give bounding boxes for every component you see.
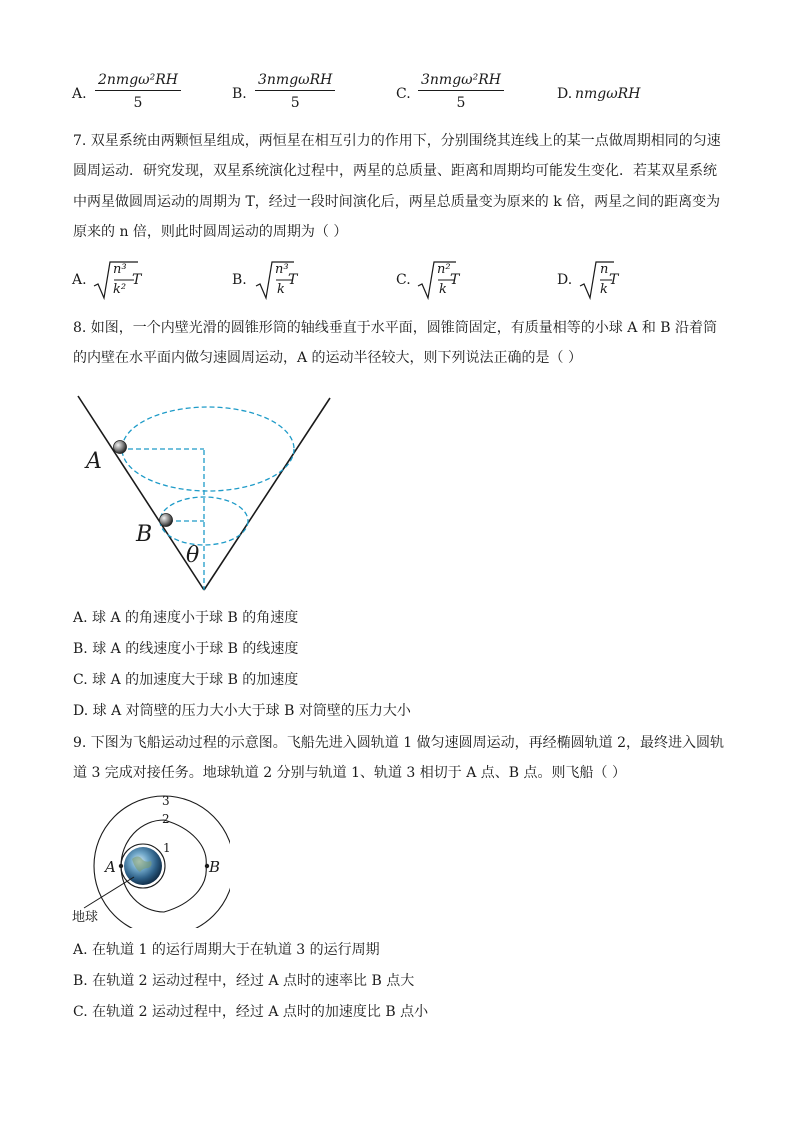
label-theta: θ <box>186 543 200 568</box>
q6-option-c-fraction <box>418 72 504 111</box>
ball-a <box>114 441 127 454</box>
q7-option-a-tail: T <box>132 272 142 288</box>
q9-orbit-figure <box>70 793 230 928</box>
q7-option-b-den: k <box>277 282 285 297</box>
q7-option-d-tail: T <box>609 272 619 288</box>
q7-option-b-letter[interactable]: B. <box>232 272 247 288</box>
point-a-dot <box>119 864 123 868</box>
q7-option-b-num: n³ <box>275 262 289 277</box>
q7-line-1: 7. 双星系统由两颗恒星组成，两恒星在相互引力的作用下，分别围绕其连线上的某一点做周期相同的匀速 <box>73 133 721 149</box>
q6-option-b-letter[interactable]: B. <box>232 86 247 102</box>
cone-right-wall <box>204 398 330 590</box>
q8-option-c[interactable]: C. 球 A 的加速度大于球 B 的加速度 <box>73 672 299 688</box>
q7-option-d-den: k <box>600 282 608 297</box>
q7-line-2: 圆周运动．研究发现，双星系统演化过程中，两星的总质量、距离和周期均可能发生变化．若某双星系统 <box>73 163 717 179</box>
q9-option-b[interactable]: B. 在轨道 2 运动过程中，经过 A 点时的速率比 B 点大 <box>73 973 415 989</box>
q7-option-c-tail: T <box>450 272 460 288</box>
point-a-label: A <box>105 858 116 876</box>
orbit-2-label: 2 <box>162 812 170 826</box>
earth-label: 地球 <box>72 910 99 925</box>
q6-option-b-fraction <box>255 72 335 111</box>
q7-option-c-num: n² <box>437 262 451 277</box>
label-a: A <box>86 449 102 474</box>
q7-option-b-tail: T <box>288 272 298 288</box>
q8-line-1: 8. 如图，一个内壁光滑的圆锥形筒的轴线垂直于水平面，圆锥筒固定，有质量相等的小球 A 和 B 沿着筒 <box>73 320 718 336</box>
point-b-label: B <box>209 858 221 876</box>
q8-option-d[interactable]: D. 球 A 对筒壁的压力大小大于球 B 对筒壁的压力大小 <box>73 703 411 719</box>
q6-option-b-num: 3nmgωRH <box>255 72 335 91</box>
q6-option-d-text: nmgωRH <box>575 86 641 102</box>
q7-option-c-letter[interactable]: C. <box>396 272 411 288</box>
q8-cone-figure <box>70 392 340 597</box>
ball-b <box>160 514 173 527</box>
q7-option-a-letter[interactable]: A. <box>72 272 87 288</box>
q6-option-c-letter[interactable]: C. <box>396 86 411 102</box>
q6-option-c-den: 5 <box>456 95 466 111</box>
q7-option-d-num: n <box>600 262 609 277</box>
orbit-3-label: 3 <box>162 794 170 808</box>
q7-option-c-den: k <box>439 282 447 297</box>
q6-option-a-letter[interactable]: A. <box>72 86 87 102</box>
earth-pointer-line <box>84 877 134 908</box>
q9-line-1: 9. 下图为飞船运动过程的示意图。飞船先进入圆轨道 1 做匀速圆周运动，再经椭圆轨道 2，最终进入圆轨 <box>73 735 724 751</box>
q6-option-a-num: 2nmgω²RH <box>95 72 181 91</box>
q6-option-d-letter[interactable]: D. <box>557 86 573 102</box>
q6-option-a-fraction <box>95 72 181 111</box>
q6-option-b-den: 5 <box>290 95 300 111</box>
q6-option-c-num: 3nmgω²RH <box>418 72 504 91</box>
q9-option-c[interactable]: C. 在轨道 2 运动过程中，经过 A 点时的加速度比 B 点小 <box>73 1004 429 1020</box>
q7-option-d-letter[interactable]: D. <box>557 272 573 288</box>
orbit-1-label: 1 <box>163 841 171 855</box>
label-b: B <box>136 522 153 547</box>
q9-option-a[interactable]: A. 在轨道 1 的运行周期大于在轨道 3 的运行周期 <box>73 942 380 958</box>
q7-line-3: 中两星做圆周运动的周期为 T，经过一段时间演化后，两星总质量变为原来的 k 倍，两星之间的距离变为 <box>73 194 721 210</box>
q9-line-2: 道 3 完成对接任务。地球轨道 2 分别与轨道 1、轨道 3 相切于 A 点、B 点。则飞船（ ） <box>73 765 626 781</box>
q7-line-4: 原来的 n 倍，则此时圆周运动的周期为（ ） <box>73 224 348 240</box>
q7-option-a-num: n³ <box>113 262 127 277</box>
q8-option-a[interactable]: A. 球 A 的角速度小于球 B 的角速度 <box>73 610 299 626</box>
q7-option-a-den: k² <box>113 282 127 297</box>
q8-line-2: 的内壁在水平面内做匀速圆周运动，A 的运动半径较大，则下列说法正确的是（ ） <box>73 350 583 366</box>
q8-option-b[interactable]: B. 球 A 的线速度小于球 B 的线速度 <box>73 641 299 657</box>
q6-option-a-den: 5 <box>133 95 143 111</box>
